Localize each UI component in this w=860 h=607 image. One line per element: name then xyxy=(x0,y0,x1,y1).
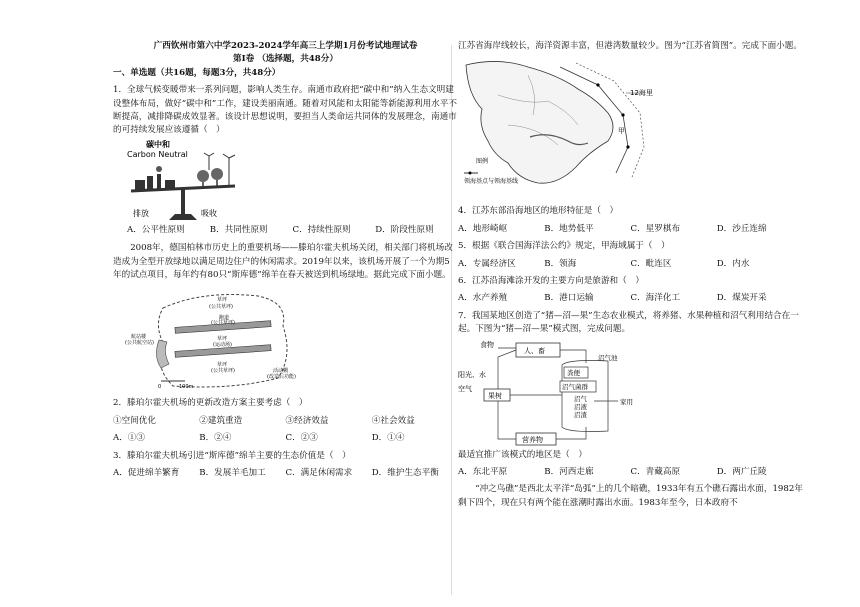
nutrient-label: 营养物 xyxy=(522,435,543,444)
q4-options xyxy=(458,223,803,236)
q6-options xyxy=(458,292,803,305)
q8-option-a[interactable]: A．东北平原 xyxy=(458,467,508,478)
q1-option-c[interactable]: C．持续性原则 xyxy=(292,224,351,235)
q2-option-c[interactable]: C．②③ xyxy=(285,433,318,444)
q8-option-d[interactable]: D．两广丘陵 xyxy=(716,467,767,478)
fig-cn-label: 碳中和 xyxy=(146,139,170,149)
legend-title: 图例 xyxy=(476,158,489,166)
q1-stem: 1．全球气候变暖带来一系列问题，影响人类生存。南通市政府把“碳中和”纳入生态文明建设整体布局，做好“碳中和”工作，建设美丽南通。随着对风能和太阳能等新能源利用水平不断提高，减排降碳成效显著。该设计思想说明，要担当人类命运共同体的发展理念，南通市的可持续发展应该遵循（ ） xyxy=(113,85,457,136)
liquid-label: 沼液 xyxy=(574,402,587,411)
fig-right-label: 吸收 xyxy=(201,208,217,218)
eco-model-figure xyxy=(458,339,803,447)
manure-label: 粪便 xyxy=(567,368,580,377)
q3-option-b[interactable]: B．发展羊毛加工 xyxy=(199,468,266,479)
airport-label-4: 航站楼 xyxy=(131,334,147,341)
airport-label-3: (公共草坪) xyxy=(211,320,235,327)
carbon-neutral-figure xyxy=(113,138,458,224)
passage-jiangsu: 江苏省海岸线较长，海洋资源丰富，但港湾数量较少。图为“江苏省简图”。完成下面小题。 xyxy=(458,41,802,51)
pool-label: 沼气池 xyxy=(598,353,618,362)
q2-stem: 2．滕珀尔霍夫机场的更新改造方案主要考虑（ ） xyxy=(113,398,308,409)
section-heading: 一、单选题（共16题，每题3分，共48分） xyxy=(113,67,281,78)
q4-option-a[interactable]: A．地形崎岖 xyxy=(458,223,508,234)
q1-option-a[interactable]: A．公平性原则 xyxy=(127,224,185,235)
q2-option-a[interactable]: A．①③ xyxy=(113,433,145,444)
q2-options xyxy=(113,432,458,445)
q4-option-c[interactable]: C．星罗棋布 xyxy=(630,223,681,234)
passage-okinotori: “冲之鸟礁”是西北太平洋“岛弧”上的几个暗礁，1933年有五个礁石露出水面，1982年剩下四个，现在只有两个能在涨潮时露出水面。1983年至今，日本政府不 xyxy=(458,484,803,508)
q3-stem: 3．滕珀尔霍夫机场引进“斯库德”绵羊主要的生态价值是（ ） xyxy=(113,450,351,461)
airport-figure xyxy=(113,286,458,394)
volume-title: 第Ⅰ卷 （选择题，共48分） xyxy=(233,54,338,65)
airport-label-7: (运动场) xyxy=(213,342,232,349)
q6-stem: 6．江苏沿海滩涂开发的主要方向是旅游和（ ） xyxy=(458,276,644,287)
q2-item-3: ③经济效益 xyxy=(285,415,329,426)
orchard-label: 果树 xyxy=(488,391,502,400)
q8-option-c[interactable]: C．青藏高原 xyxy=(630,467,681,478)
sea-label: 12海里 xyxy=(630,89,653,98)
right-column xyxy=(458,40,803,510)
q3-option-c[interactable]: C．满足休闲需求 xyxy=(285,468,353,479)
q1-options xyxy=(113,224,458,237)
airport-label-2: 跑道 xyxy=(219,315,230,322)
air-label: 空气 xyxy=(458,384,472,393)
car-icon xyxy=(165,180,175,190)
q4-option-d[interactable]: D．沙丘连绵 xyxy=(716,223,767,234)
left-column xyxy=(113,40,458,481)
jia-label: 甲 xyxy=(618,127,625,136)
jiangsu-outline xyxy=(466,62,613,184)
q1-option-d[interactable]: D．阶段性原则 xyxy=(375,224,434,235)
q5-stem: 5．根据《联合国海洋法公约》规定，甲海域属于（ ） xyxy=(458,241,670,252)
eco-model-svg xyxy=(458,339,803,447)
q1-option-b[interactable]: B．共同性原则 xyxy=(209,224,268,235)
airport-map-svg xyxy=(113,286,458,394)
legend-item: 领海基点与领海基线 xyxy=(464,178,519,186)
people-label: 人、畜 xyxy=(524,346,545,355)
q6-option-c[interactable]: C．海洋化工 xyxy=(630,293,681,304)
passage-2: 2008年，德国柏林市历史上的重要机场——滕珀尔霍夫机场关闭，相关部门将机场改造成为全型开放绿地以满足周边住户的休闲需求。2019年以来，该机场开展了一个为期5年的试点项目，每年约有80只“斯库德”绵羊在春天被送到机场绿地。据此完成下面小题。 xyxy=(113,243,453,281)
airport-label-9: (公共草坪) xyxy=(211,368,235,375)
q4-stem: 4．江苏东部沿海地区的地形特征是（ ） xyxy=(458,206,619,217)
home-label: 家用 xyxy=(620,397,633,406)
q3-option-a[interactable]: A．促进绵羊繁育 xyxy=(113,468,180,479)
q2-item-4: ④社会效益 xyxy=(371,415,415,426)
terminal-building xyxy=(156,340,169,368)
food-label: 食物 xyxy=(480,340,494,349)
q2-option-b[interactable]: B．②④ xyxy=(199,433,232,444)
gas-label: 沼气 xyxy=(574,394,587,403)
airport-label-12: 0 xyxy=(158,384,162,391)
jiangsu-map-figure xyxy=(458,55,803,203)
q2-item-2: ②建筑重造 xyxy=(199,415,243,426)
base-point xyxy=(596,84,599,87)
q5-option-a[interactable]: A．专属经济区 xyxy=(458,258,516,269)
q8-stem: 最适宜推广该模式的地区是（ ） xyxy=(458,449,587,460)
q5-option-d[interactable]: D．内水 xyxy=(716,258,750,269)
scale-base xyxy=(169,214,197,220)
q5-option-b[interactable]: B．领海 xyxy=(544,258,577,269)
q3-option-d[interactable]: D．维护生态平衡 xyxy=(371,468,439,479)
airport-label-5: (公共航空站) xyxy=(125,340,154,347)
airport-label-8: 草坪 xyxy=(217,362,228,369)
fig-en-label: Carbon Neutral xyxy=(127,149,188,159)
sun-label: 阳光、水 xyxy=(458,370,486,379)
airport-label-11: (改造后功能) xyxy=(267,374,296,381)
carbon-scale-svg xyxy=(113,138,458,224)
q6-option-b[interactable]: B．港口运输 xyxy=(544,293,594,304)
q5-options xyxy=(458,258,803,271)
airport-label-1: (公共草坪) xyxy=(209,304,233,311)
tree-icon xyxy=(197,170,209,182)
bacteria-label: 沼气菌群 xyxy=(562,382,588,391)
airport-label-13: 100m xyxy=(179,384,194,391)
jiangsu-map-svg xyxy=(458,55,803,203)
q5-option-c[interactable]: C．毗连区 xyxy=(630,258,672,269)
q8-options xyxy=(458,466,803,479)
q8-option-b[interactable]: B．河西走廊 xyxy=(544,467,594,478)
exam-title: 广西钦州市第六中学2023-2024学年高三上学期1月份考试地理试卷 xyxy=(153,41,418,51)
q6-option-a[interactable]: A．水产养殖 xyxy=(458,293,508,304)
airport-label-10: 活动棚 xyxy=(273,368,289,375)
factory-icon xyxy=(135,180,145,190)
residue-label: 沼渣 xyxy=(574,410,587,419)
q2-items xyxy=(113,415,458,428)
airport-label-6: 草坪 xyxy=(217,336,228,343)
q4-option-b[interactable]: B．地势低平 xyxy=(544,223,594,234)
fig-left-label: 排放 xyxy=(133,208,149,218)
q2-option-d[interactable]: D．①④ xyxy=(371,433,405,444)
q2-item-1: ①空间优化 xyxy=(113,415,156,426)
q6-option-d[interactable]: D．煤炭开采 xyxy=(716,293,767,304)
q3-options xyxy=(113,467,458,480)
chimney-icon xyxy=(147,176,153,190)
q7-stem: 7．我国某地区创造了“猪—沼—果”生态农业模式，将养猪、水果种植和沼气利用结合在一起。下图为“猪—沼—果”模式图，完成问题。 xyxy=(458,310,799,335)
airport-label-0: 草坪 xyxy=(217,297,228,304)
